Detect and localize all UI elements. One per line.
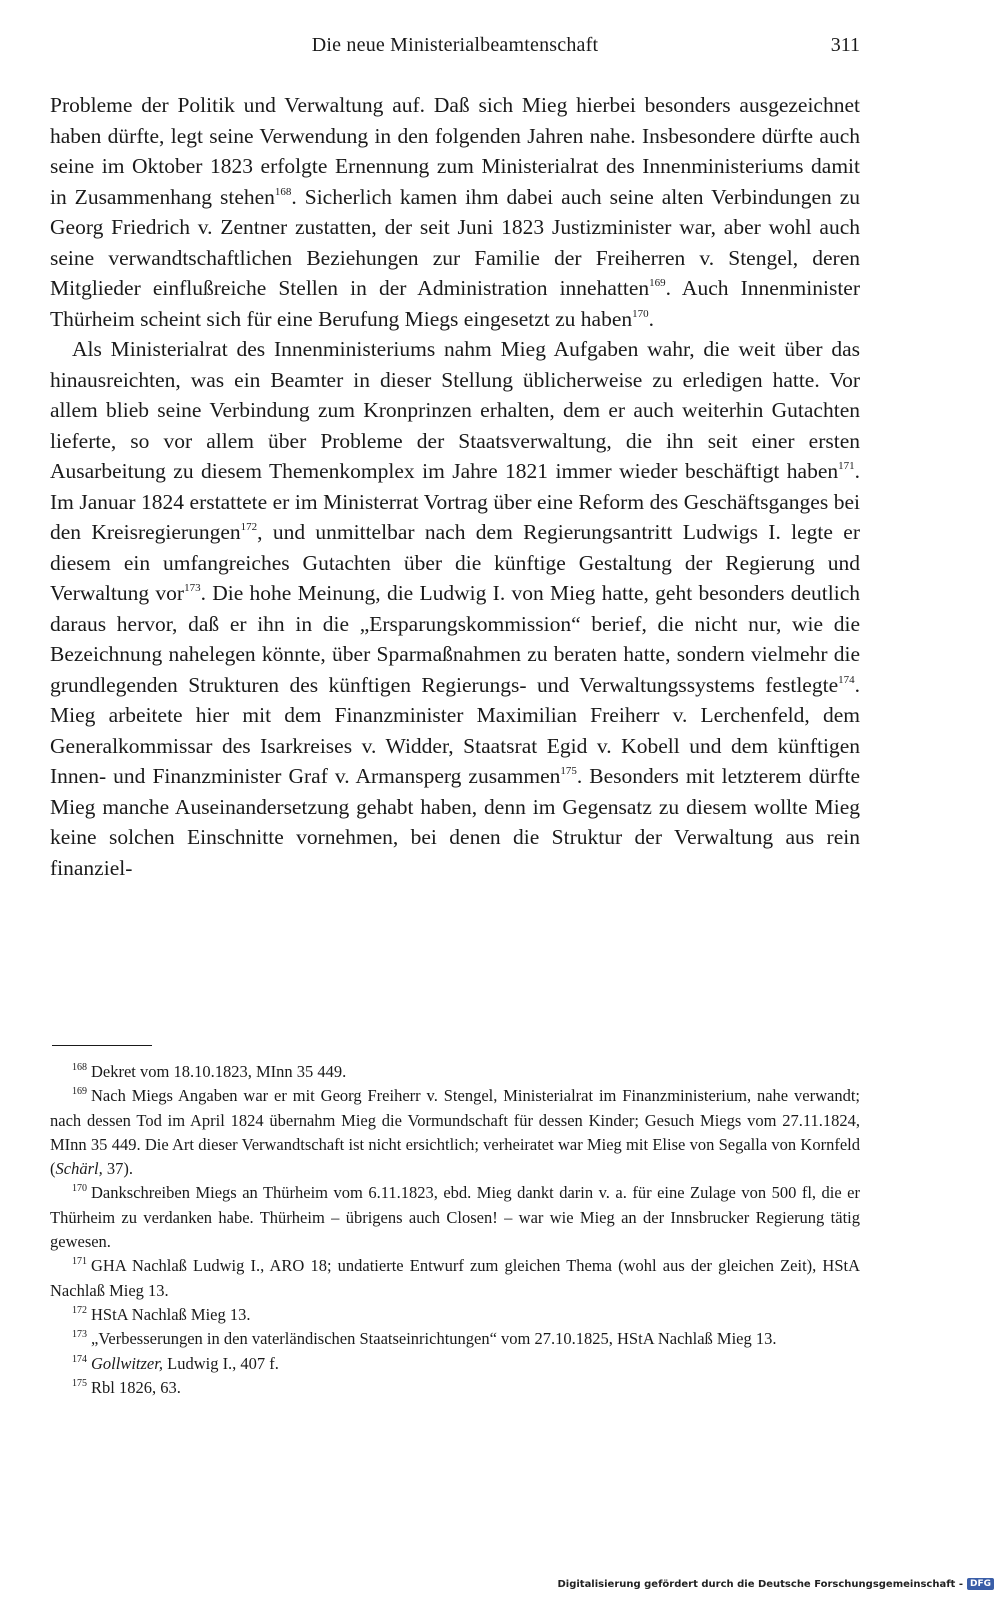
footnote-text: „Verbesserungen in den vaterländischen Staatseinrichtungen“ vom 27.10.1825, HStA Nachlaß Mieg 13. [91,1329,777,1349]
text-run: . Im Januar 1824 erstattete er im Ministerrat Vortrag über eine Reform des Geschäftsganges bei den Kreisregierungen [50,459,860,544]
text-run: . Auch Innenminister Thürheim scheint sich für eine Berufung Miegs eingesetzt zu haben [50,276,860,331]
footnote-175 [50,1376,860,1400]
dfg-logo-icon: DFG [967,1578,994,1590]
footnote-separator [52,1045,152,1046]
footnote-ref: 174 [838,673,855,686]
text-run: Probleme der Politik und Verwaltung auf. Daß sich Mieg hierbei besonders ausgezeichnet haben dürfte, legt seine Verwendung in den folgenden Jahren nahe. Insbesondere dürfte auch seine im Oktober 1823 erfolgte Ernennung zum Ministerialrat des Innenministeriums damit in Zusammenhang stehen [50,93,860,209]
footnote-text: Ludwig I., 407 f. [162,1353,279,1373]
footnote-169 [50,1084,860,1181]
footnote-ref: 175 [560,765,577,777]
footnote-number: 175 [72,1377,87,1389]
footnote-number: 171 [72,1256,87,1268]
paragraph-1 [50,90,860,334]
footnote-number: 168 [72,1062,87,1073]
footnote-italic: Gollwitzer, [91,1353,163,1373]
running-header [50,30,860,64]
credit-text: Digitalisierung gefördert durch die Deutsche Forschungsgemeinschaft - [557,1578,963,1590]
footnote-text: HStA Nachlaß Mieg 13. [91,1304,251,1324]
footnote-170 [50,1181,860,1254]
running-title: Die neue Ministerialbeamtenschaft [311,34,599,56]
text-run: . Die hohe Meinung, die Ludwig I. von Mieg hatte, geht besonders deutlich daraus hervor, daß er ihn in die „Ersparungskommission“ berief, die nicht nur, wie die Bezeichnung nahelegen könnte, über Sparmaßnahmen zu beraten hatte, sondern vielmehr die grundlegenden Strukturen des künftigen Regierungs- und Verwaltungssystems festlegte [50,581,860,697]
main-text [50,90,860,883]
footnote-text: Nach Miegs Angaben war er mit Georg Freiherr v. Stengel, Ministerialrat im Finanzministerium, nahe verwandt; nach dessen Tod im April 1824 übernahm Mieg die Vormundschaft für dessen Kinder; Gesuch Miegs vom 27.11.1824, MInn 35 449. Die Art dieser Verwandtschaft ist nicht ersichtlich; verheiratet war Mieg mit Elise von Segalla von Kornfeld ( [50,1086,860,1179]
text-run: , und unmittelbar nach dem Regierungsantritt Ludwigs I. legte er diesem ein umfangreiches Gutachten über die künftige Gestaltung der Regierung und Verwaltung vor [50,520,860,605]
footnote-ref: 172 [240,521,258,533]
footnote-168 [50,1060,860,1084]
footnote-174 [50,1352,860,1376]
footnotes [50,1060,860,1400]
footnote-italic: Schärl, [55,1159,103,1179]
text-run: . Sicherlich kamen ihm dabei auch seine alten Verbindungen zu Georg Friedrich v. Zentner zustatten, der seit Juni 1823 Justizminister war, aber wohl auch seine verwandtschaftlichen Beziehungen zur Familie der Freiherren v. Stengel, deren Mitglieder einflußreiche Stellen in der Administration innehatten [50,184,860,300]
text-run: . [648,306,654,331]
footnote-171 [50,1254,860,1303]
text-run: . Besonders mit letzterem dürfte Mieg manche Auseinandersetzung gehabt haben, denn im Gegensatz zu diesem wollte Mieg keine solchen Einschnitte vornehmen, bei denen die Struktur der Verwaltung aus rein finanziel- [50,764,860,880]
text-run: Als Ministerialrat des Innenministeriums nahm Mieg Aufgaben wahr, die weit über das hinausreichten, was ein Beamter in dieser Stellung üblicherweise zu erledigen hatte. Vor allem blieb seine Verbindung zum Kronprinzen erhalten, dem er auch weiterhin Gutachten lieferte, so vor allem über Probleme der Staatsverwaltung, die ihn seit einer ersten Ausarbeitung zu diesem Themenkomplex im Jahre 1821 immer wieder beschäftigt haben [50,337,860,483]
footnote-ref: 169 [649,277,666,289]
footnote-173 [50,1327,860,1351]
footnote-text: Dankschreiben Miegs an Thürheim vom 6.11.1823, ebd. Mieg dankt darin v. a. für eine Zulage von 500 fl, die er Thürheim zu verdanken habe. Thürheim – übrigens auch Closen! – war wie Mieg an der Innsbrucker Regierung tätig gewesen. [50,1183,860,1252]
footnote-ref: 171 [838,460,855,472]
footnote-text: GHA Nachlaß Ludwig I., ARO 18; undatierte Entwurf zum gleichen Thema (wohl aus der gleichen Zeit), HStA Nachlaß Mieg 13. [50,1256,860,1300]
paragraph-2 [50,334,860,883]
footnote-number: 173 [72,1329,87,1341]
footnote-ref: 168 [274,185,292,198]
footnote-number: 170 [72,1183,87,1195]
footnote-ref: 173 [184,582,201,594]
footnote-number: 169 [72,1086,87,1098]
footnote-text: Rbl 1826, 63. [91,1377,181,1397]
footnote-text: 37). [102,1159,133,1179]
digitization-credit [557,1578,994,1590]
footnote-172 [50,1303,860,1327]
footnote-ref: 170 [632,307,649,320]
footnote-number: 174 [72,1353,87,1365]
text-run: . Mieg arbeitete hier mit dem Finanzminister Maximilian Freiherr v. Lerchenfeld, dem Generalkommissar des Isarkreises v. Widder, Staatsrat Egid v. Kobell und dem künftigen Innen- und Finanzminister Graf v. Armansperg zusammen [50,672,860,788]
footnote-text: Dekret vom 18.10.1823, MInn 35 449. [91,1062,347,1081]
page-number: 311 [830,34,860,56]
footnote-number: 172 [72,1304,87,1316]
